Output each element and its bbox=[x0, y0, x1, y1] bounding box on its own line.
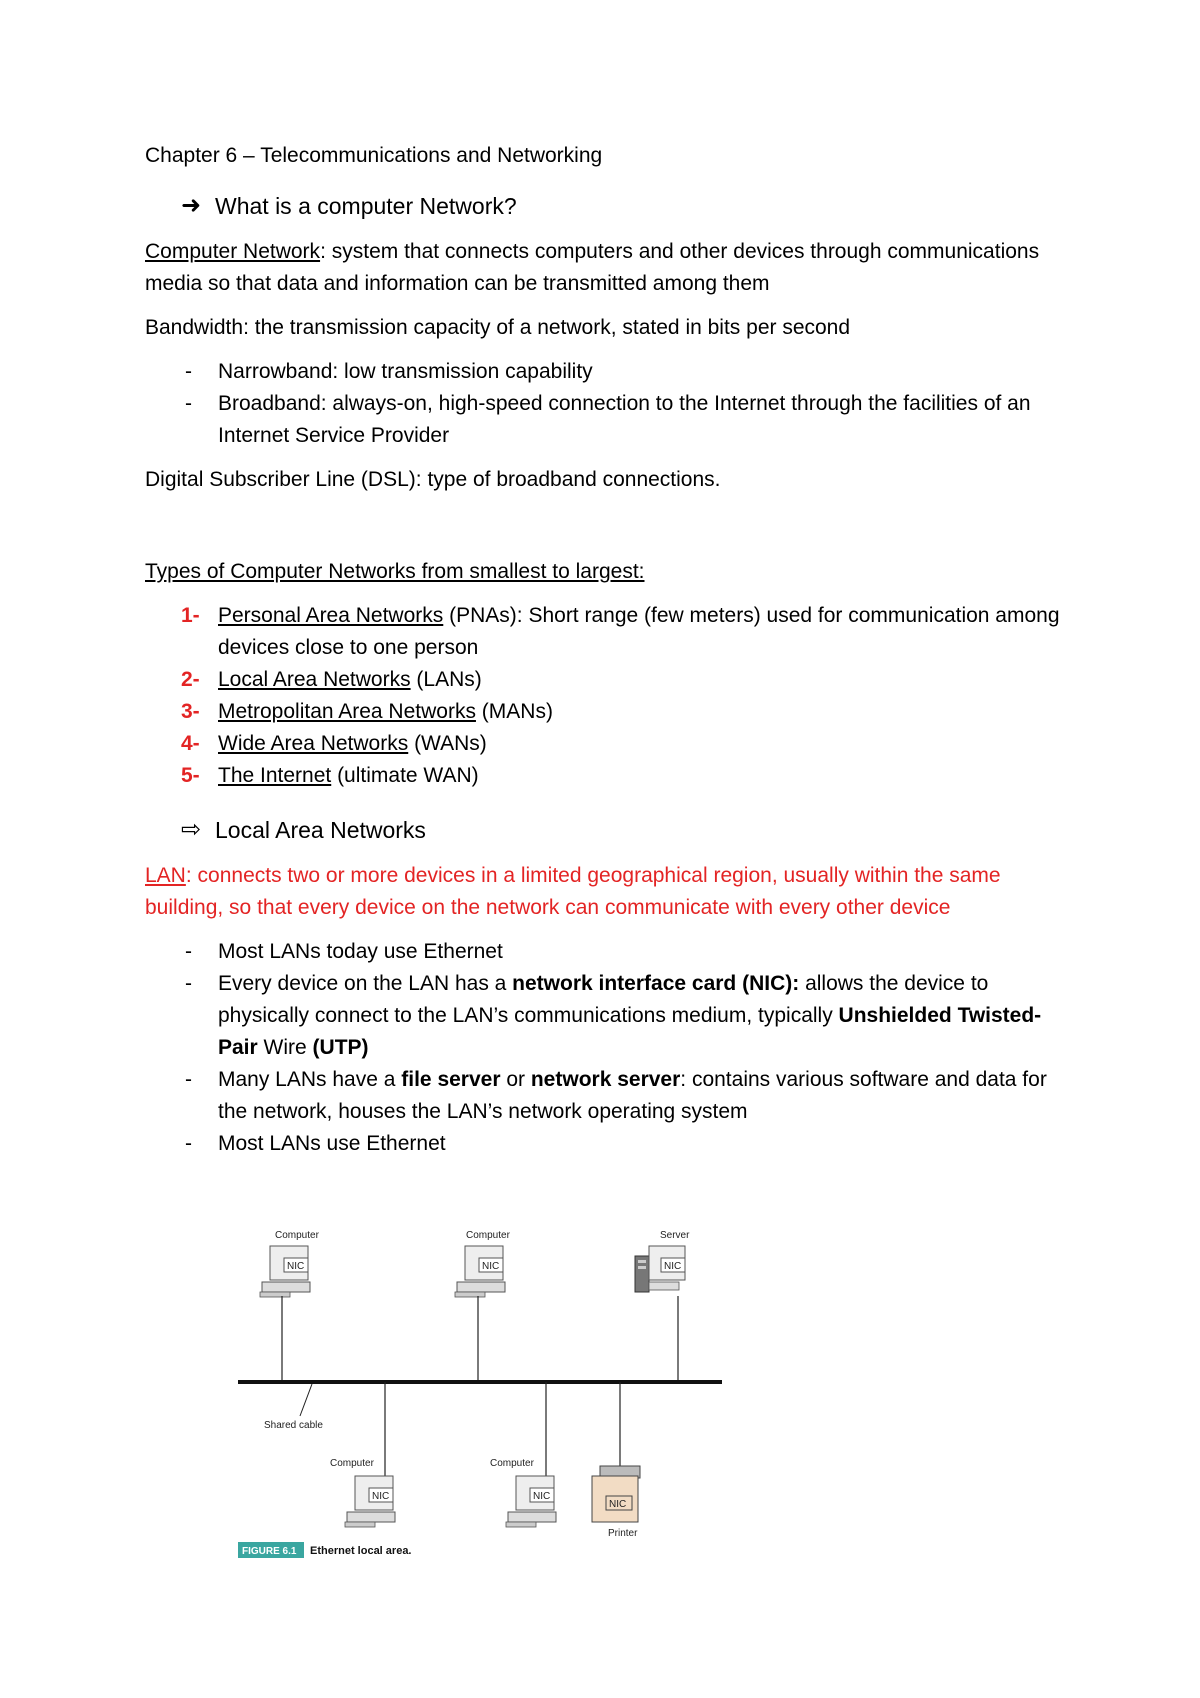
text: or bbox=[500, 1068, 531, 1091]
bold-term: network server bbox=[530, 1068, 681, 1091]
server-icon bbox=[635, 1246, 685, 1292]
nic-label: NIC bbox=[287, 1261, 305, 1272]
page-title: Chapter 6 – Telecommunications and Networking bbox=[145, 144, 603, 167]
lan-facts-list bbox=[145, 936, 1065, 1160]
item-number: 2- bbox=[181, 668, 200, 691]
outline-arrow-right-icon: ⇨ bbox=[181, 816, 202, 843]
definition-term: Computer Network bbox=[145, 240, 321, 263]
caption-badge-text: FIGURE 6.1 bbox=[242, 1546, 297, 1557]
item-text: (WANs) bbox=[408, 732, 487, 755]
item-number: 3- bbox=[181, 700, 200, 723]
section-heading-network bbox=[181, 190, 1065, 222]
computer-icon bbox=[506, 1476, 556, 1527]
nic-label: NIC bbox=[609, 1499, 627, 1510]
list-item bbox=[145, 968, 1065, 1064]
section-heading-text: Local Area Networks bbox=[215, 817, 426, 843]
bold-term: Unshielded Twisted-Pair bbox=[218, 1004, 1042, 1059]
item-number: 5- bbox=[181, 764, 200, 787]
item-term: Wide Area Networks bbox=[218, 732, 409, 755]
item-term: The Internet bbox=[218, 764, 332, 787]
definition-text: : system that connects computers and other devices through communications media so that data and information can be transmitted among them bbox=[145, 240, 1040, 295]
dsl-definition: Digital Subscriber Line (DSL): type of broadband connections. bbox=[145, 468, 721, 491]
ethernet-lan-figure bbox=[230, 1224, 730, 1564]
lan-definition bbox=[145, 860, 1065, 924]
item-text: (ultimate WAN) bbox=[331, 764, 479, 787]
item-number: 4- bbox=[181, 732, 200, 755]
text: allows the device to physically connect to the LAN’s communications medium, typically bbox=[218, 972, 989, 1027]
computer-icon bbox=[345, 1476, 395, 1527]
computer-icon bbox=[260, 1246, 310, 1297]
label-computer-3: Computer bbox=[330, 1458, 374, 1469]
nic-label: NIC bbox=[533, 1491, 551, 1502]
list-item: - Narrowband: low transmission capability bbox=[145, 356, 1065, 388]
bandwidth-list bbox=[145, 356, 1065, 452]
label-computer-4: Computer bbox=[490, 1458, 534, 1469]
list-item bbox=[145, 664, 1065, 696]
computer-icon bbox=[455, 1246, 505, 1297]
list-item bbox=[145, 728, 1065, 760]
text: Every device on the LAN has a bbox=[218, 972, 513, 995]
list-item bbox=[145, 600, 1065, 664]
document-body bbox=[145, 140, 1065, 1160]
arrow-right-icon: ➜ bbox=[181, 192, 202, 219]
network-types-list bbox=[145, 600, 1065, 792]
nic-label: NIC bbox=[482, 1261, 500, 1272]
item-text: (LANs) bbox=[410, 668, 482, 691]
label-computer-2: Computer bbox=[466, 1230, 510, 1241]
nic-label: NIC bbox=[664, 1261, 682, 1272]
list-item bbox=[145, 696, 1065, 728]
nic-label: NIC bbox=[372, 1491, 390, 1502]
item-term: Personal Area Networks bbox=[218, 604, 444, 627]
list-item bbox=[145, 1064, 1065, 1128]
bandwidth-definition: Bandwidth: the transmission capacity of a network, stated in bits per second bbox=[145, 316, 851, 339]
ethernet-diagram bbox=[230, 1224, 730, 1564]
bold-term: file server bbox=[401, 1068, 501, 1091]
item-term: Metropolitan Area Networks bbox=[218, 700, 476, 723]
types-heading: Types of Computer Networks from smallest to largest: bbox=[145, 560, 645, 583]
list-item: - Most LANs use Ethernet bbox=[145, 1128, 1065, 1160]
item-term: Local Area Networks bbox=[218, 668, 411, 691]
bold-term: network interface card (NIC): bbox=[512, 972, 800, 995]
lan-text: : connects two or more devices in a limited geographical region, usually within the same building, so that every device on the network can communicate with every other device bbox=[145, 864, 1001, 919]
label-printer: Printer bbox=[608, 1528, 638, 1539]
list-item: - Broadband: always-on, high-speed connection to the Internet through the facilities of an Internet Service Provider bbox=[145, 388, 1065, 452]
label-computer-1: Computer bbox=[275, 1230, 319, 1241]
figure-caption: Ethernet local area. bbox=[310, 1545, 412, 1557]
text: : contains various software and data for the network, houses the LAN’s network operating system bbox=[218, 1068, 1047, 1123]
section-heading-text: What is a computer Network? bbox=[215, 193, 517, 219]
item-text: (PNAs): Short range (few meters) used for communication among devices close to one person bbox=[218, 604, 1060, 659]
item-text: (MANs) bbox=[475, 700, 553, 723]
label-shared-cable: Shared cable bbox=[264, 1420, 323, 1431]
computer-network-definition bbox=[145, 236, 1065, 300]
list-item: - Most LANs today use Ethernet bbox=[145, 936, 1065, 968]
lan-term: LAN bbox=[145, 864, 186, 887]
bold-term: (UTP) bbox=[312, 1036, 369, 1059]
section-heading-lan bbox=[181, 814, 1065, 846]
text: Wire bbox=[257, 1036, 313, 1059]
item-number: 1- bbox=[181, 604, 200, 627]
printer-icon bbox=[592, 1466, 640, 1522]
list-item bbox=[145, 760, 1065, 792]
text: Many LANs have a bbox=[218, 1068, 402, 1091]
label-server: Server bbox=[660, 1230, 690, 1241]
